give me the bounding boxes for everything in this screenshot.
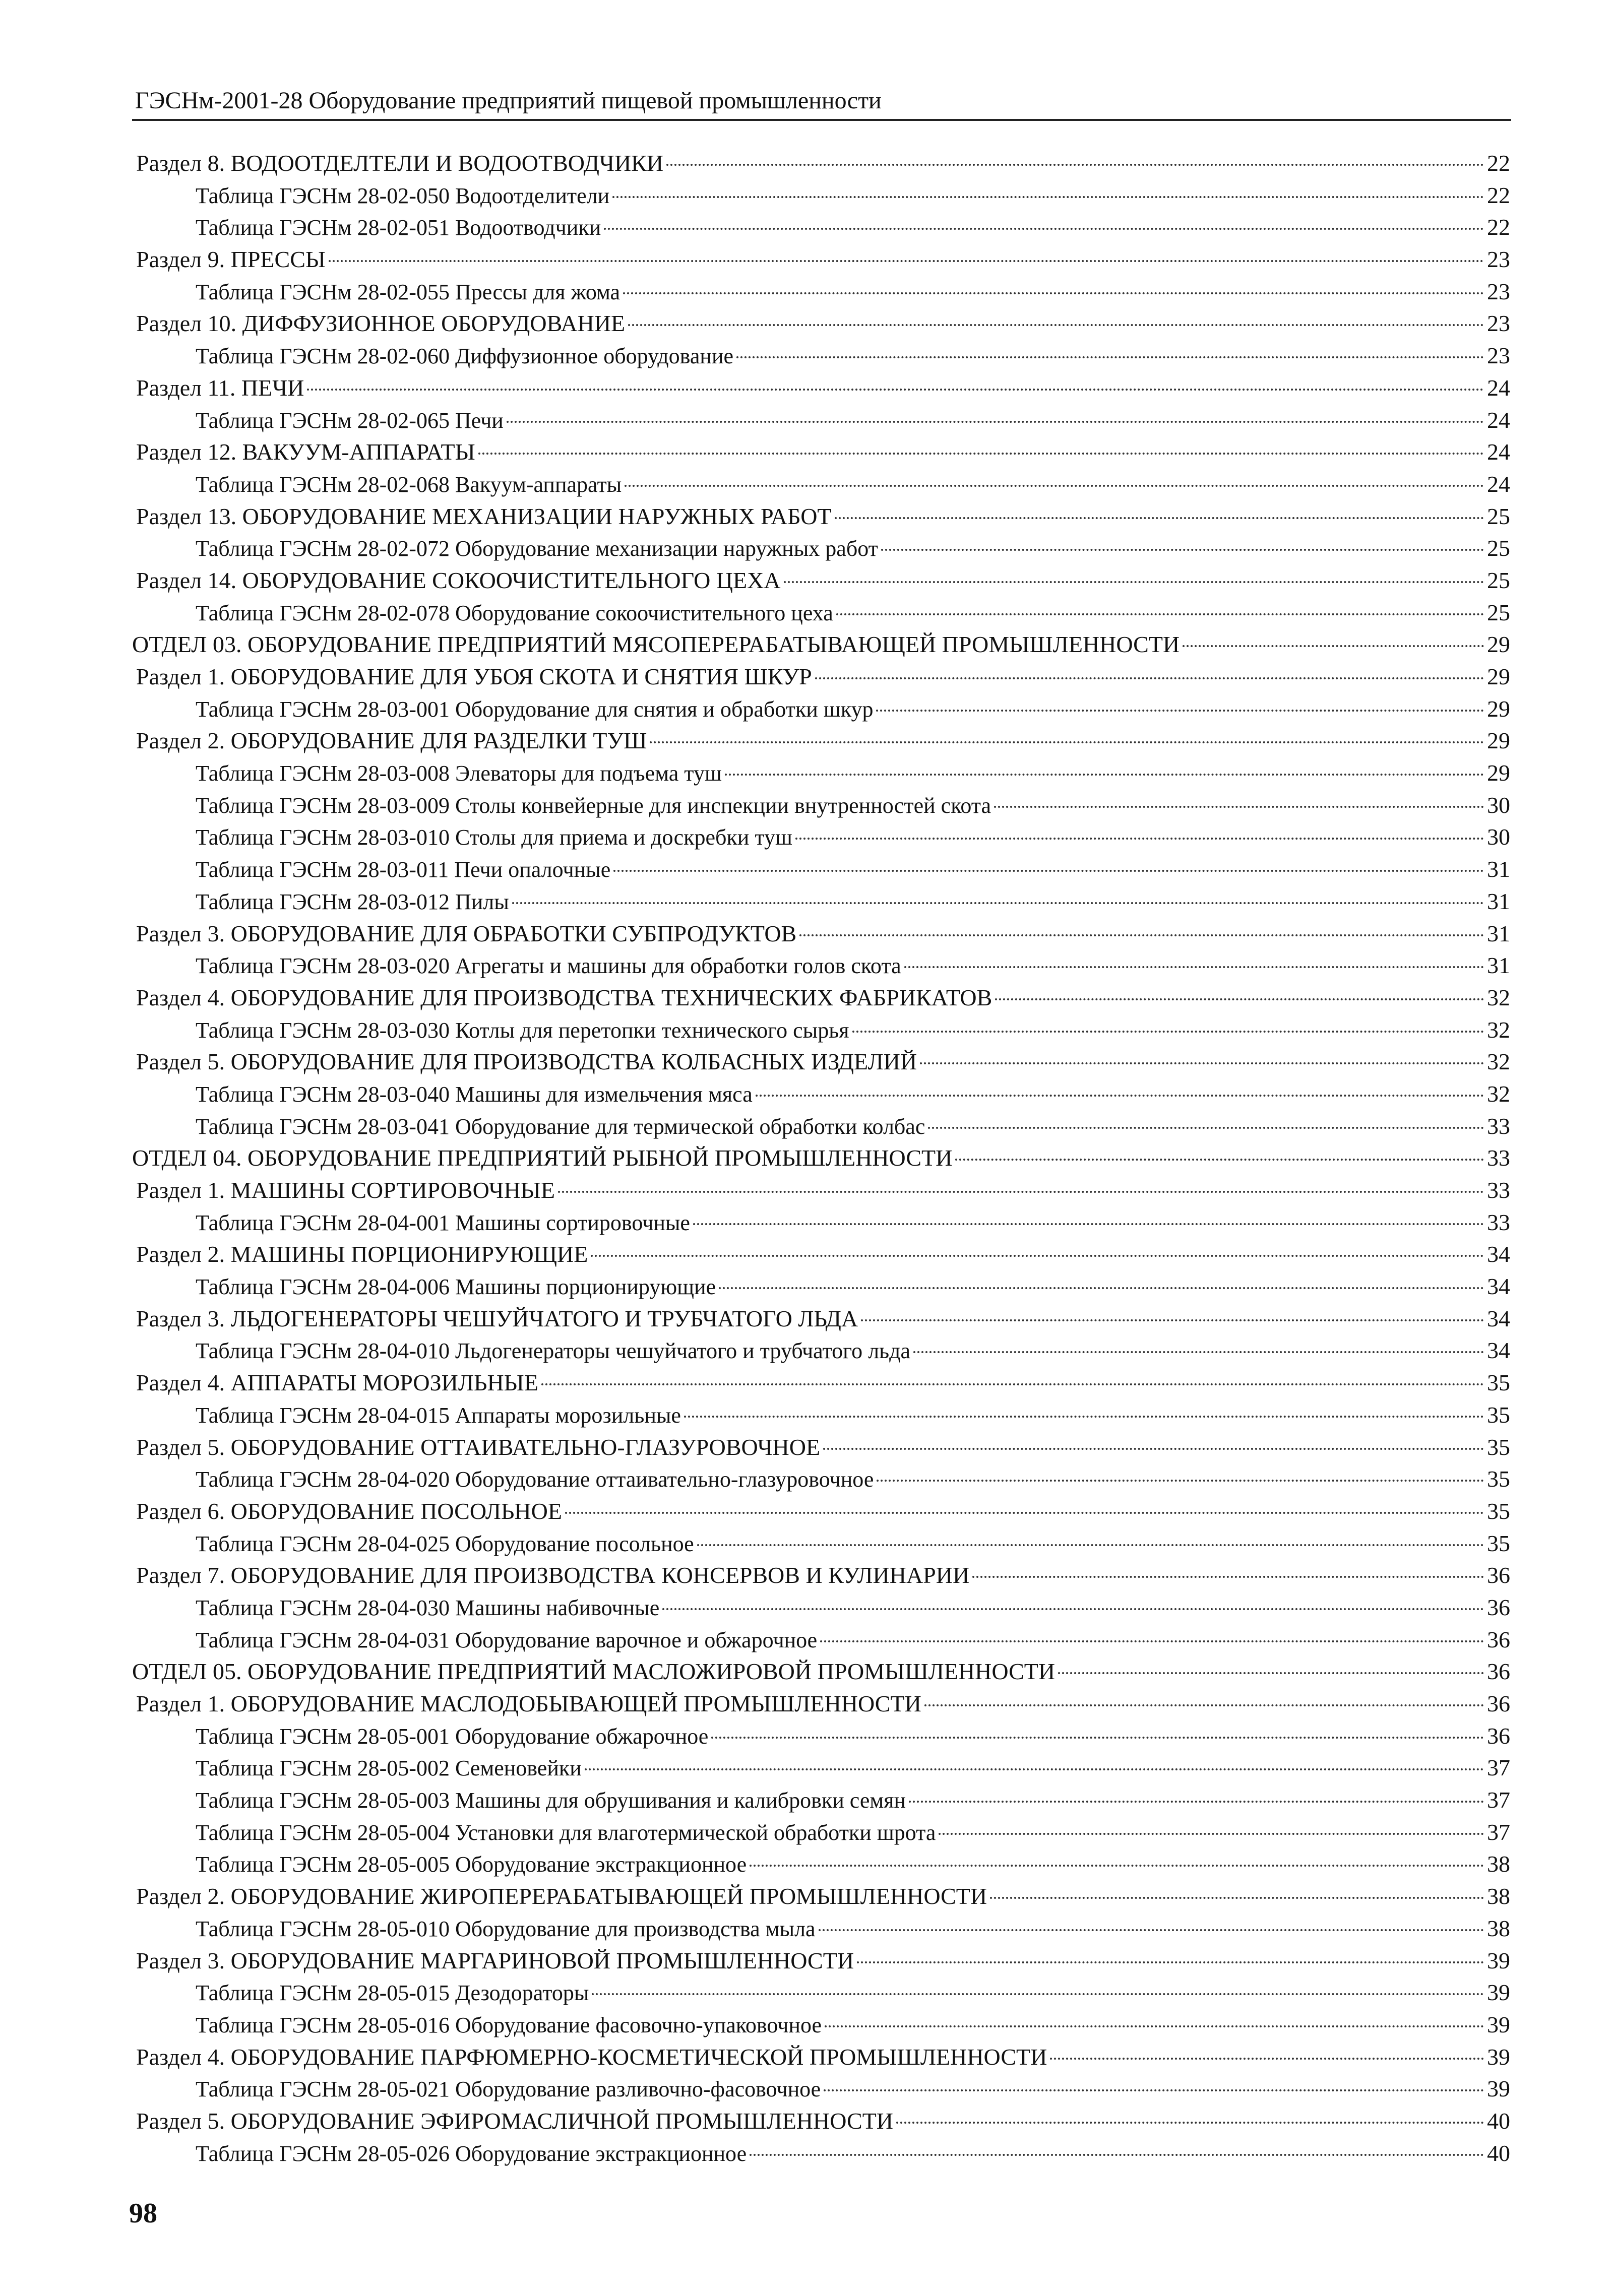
dot-leader: [815, 677, 1484, 679]
entry-page-number: 38: [1487, 1851, 1510, 1877]
entry-title: Раздел 1. ОБОРУДОВАНИЕ МАСЛОДОБЫВАЮЩЕЙ ПРОМЫШЛЕННОСТИ: [136, 1691, 921, 1716]
toc-table-entry: [132, 1848, 1510, 1880]
entry-page-number: 29: [1487, 664, 1510, 689]
entry-page-number: 29: [1487, 728, 1510, 754]
toc-table-entry: [132, 597, 1510, 629]
entry-page-number: 39: [1487, 1980, 1510, 2006]
entry-title: Таблица ГЭСНм 28-03-011 Печи опалочные: [196, 857, 611, 882]
toc-section-entry: [132, 147, 1510, 179]
dot-leader: [913, 1351, 1484, 1353]
entry-page-number: 38: [1487, 1915, 1510, 1941]
entry-page-number: 23: [1487, 343, 1510, 369]
entry-title: Таблица ГЭСНм 28-02-065 Печи: [196, 408, 504, 433]
entry-title: Таблица ГЭСНм 28-04-010 Льдогенераторы чешуйчатого и трубчатого льда: [196, 1338, 911, 1364]
dot-leader: [994, 806, 1484, 808]
entry-page-number: 33: [1487, 1209, 1510, 1235]
dot-leader: [877, 1480, 1484, 1482]
entry-title: Таблица ГЭСНм 28-03-012 Пилы: [196, 889, 509, 914]
entry-title: Раздел 2. МАШИНЫ ПОРЦИОНИРУЮЩИЕ: [136, 1241, 588, 1267]
dot-leader: [1183, 645, 1484, 647]
dot-leader: [955, 1159, 1484, 1161]
entry-page-number: 29: [1487, 631, 1510, 658]
toc-section-entry: [132, 1238, 1510, 1270]
dot-leader: [876, 710, 1484, 712]
entry-page-number: 36: [1487, 1659, 1510, 1685]
toc-table-entry: [132, 789, 1510, 821]
entry-title: Таблица ГЭСНм 28-03-041 Оборудование для термической обработки колбас: [196, 1114, 925, 1139]
header-rule: [132, 119, 1511, 121]
dot-leader: [684, 1416, 1484, 1418]
entry-page-number: 22: [1487, 150, 1510, 176]
dot-leader: [835, 517, 1484, 519]
toc-section-entry: [132, 243, 1510, 276]
entry-page-number: 36: [1487, 1562, 1510, 1588]
toc-section-entry: [132, 1945, 1510, 1977]
dot-leader: [507, 421, 1484, 423]
entry-page-number: 37: [1487, 1787, 1510, 1813]
entry-page-number: 30: [1487, 824, 1510, 850]
toc-table-entry: [132, 179, 1510, 212]
entry-title: Таблица ГЭСНм 28-02-051 Водоотводчики: [196, 215, 601, 240]
entry-page-number: 24: [1487, 407, 1510, 433]
entry-title: Раздел 5. ОБОРУДОВАНИЕ ДЛЯ ПРОИЗВОДСТВА КОЛБАСНЫХ ИЗДЕЛИЙ: [136, 1049, 917, 1075]
toc-section-entry: [132, 982, 1510, 1014]
dot-leader: [1050, 2058, 1484, 2060]
entry-title: Раздел 3. ОБОРУДОВАНИЕ ДЛЯ ОБРАБОТКИ СУБПРОДУКТОВ: [136, 920, 797, 946]
dot-leader: [628, 324, 1484, 326]
toc-table-entry: [132, 1334, 1510, 1367]
toc-table-entry: [132, 2073, 1510, 2105]
entry-page-number: 34: [1487, 1305, 1510, 1331]
entry-title: ОТДЕЛ 03. ОБОРУДОВАНИЕ ПРЕДПРИЯТИЙ МЯСОПЕРЕРАБАТЫВАЮЩЕЙ ПРОМЫШЛЕННОСТИ: [132, 631, 1180, 658]
dot-leader: [585, 1768, 1484, 1770]
dot-leader: [613, 870, 1484, 872]
toc-table-entry: [132, 276, 1510, 308]
entry-page-number: 25: [1487, 599, 1510, 625]
entry-page-number: 23: [1487, 246, 1510, 273]
toc-table-entry: [132, 1976, 1510, 2009]
entry-page-number: 36: [1487, 1723, 1510, 1749]
toc-table-entry: [132, 821, 1510, 853]
entry-page-number: 34: [1487, 1241, 1510, 1267]
entry-title: Таблица ГЭСНм 28-04-015 Аппараты морозильные: [196, 1402, 681, 1428]
entry-title: Таблица ГЭСНм 28-03-008 Элеваторы для подъема туш: [196, 761, 722, 786]
dot-leader: [307, 389, 1484, 391]
entry-page-number: 35: [1487, 1370, 1510, 1396]
entry-title: Таблица ГЭСНм 28-04-025 Оборудование посольное: [196, 1531, 694, 1556]
entry-page-number: 35: [1487, 1530, 1510, 1556]
dot-leader: [836, 613, 1484, 615]
entry-page-number: 25: [1487, 535, 1510, 561]
toc-table-entry: [132, 211, 1510, 243]
entry-title: Таблица ГЭСНм 28-05-016 Оборудование фасовочно-упаковочное: [196, 2012, 822, 2037]
entry-page-number: 39: [1487, 2076, 1510, 2102]
entry-title: Таблица ГЭСНм 28-05-015 Дезодораторы: [196, 1981, 589, 2006]
toc-section-entry: [132, 1303, 1510, 1335]
toc-table-entry: [132, 885, 1510, 918]
toc-table-entry: [132, 949, 1510, 982]
toc-section-entry: [132, 1559, 1510, 1591]
toc-table-entry: [132, 340, 1510, 372]
toc-section-entry: [132, 372, 1510, 404]
entry-title: Таблица ГЭСНм 28-02-055 Прессы для жома: [196, 279, 621, 304]
dot-leader: [904, 966, 1484, 968]
entry-page-number: 30: [1487, 792, 1510, 818]
entry-page-number: 29: [1487, 695, 1510, 722]
dot-leader: [478, 453, 1484, 455]
dot-leader: [711, 1737, 1484, 1739]
entry-title: Таблица ГЭСНм 28-02-078 Оборудование сокоочистительного цеха: [196, 600, 833, 625]
toc-section-entry: [132, 436, 1510, 468]
entry-title: Раздел 5. ОБОРУДОВАНИЕ ОТТАИВАТЕЛЬНО-ГЛАЗУРОВОЧНОЕ: [136, 1434, 821, 1460]
entry-title: Раздел 13. ОБОРУДОВАНИЕ МЕХАНИЗАЦИИ НАРУЖНЫХ РАБОТ: [136, 503, 832, 529]
dot-leader: [819, 1929, 1484, 1931]
entry-title: Раздел 11. ПЕЧИ: [136, 374, 304, 401]
entry-title: Раздел 8. ВОДООТДЕЛТЕЛИ И ВОДООТВОДЧИКИ: [136, 150, 664, 176]
toc-section-entry: [132, 564, 1510, 597]
dot-leader: [565, 1512, 1484, 1514]
toc-table-entry: [132, 1110, 1510, 1142]
toc-section-entry: [132, 1046, 1510, 1078]
entry-page-number: 40: [1487, 2140, 1510, 2166]
entry-title: Таблица ГЭСНм 28-05-001 Оборудование обжарочное: [196, 1724, 709, 1749]
entry-page-number: 39: [1487, 2011, 1510, 2037]
toc-section-entry: [132, 725, 1510, 757]
entry-page-number: 31: [1487, 856, 1510, 882]
dot-leader: [924, 1704, 1484, 1706]
toc-section-entry: [132, 1495, 1510, 1527]
dot-leader: [750, 1865, 1484, 1867]
entry-page-number: 40: [1487, 2108, 1510, 2134]
dot-leader: [650, 741, 1484, 743]
entry-title: Таблица ГЭСНм 28-05-002 Семеновейки: [196, 1756, 582, 1781]
dot-leader: [756, 1095, 1484, 1097]
toc-department-entry: [132, 628, 1510, 661]
entry-title: Таблица ГЭСНм 28-05-026 Оборудование экстракционное: [196, 2141, 747, 2166]
entry-title: Таблица ГЭСНм 28-03-030 Котлы для перетопки технического сырья: [196, 1017, 849, 1043]
dot-leader: [909, 1801, 1484, 1803]
entry-page-number: 33: [1487, 1177, 1510, 1203]
dot-leader: [591, 1255, 1484, 1257]
entry-page-number: 36: [1487, 1691, 1510, 1716]
entry-page-number: 35: [1487, 1401, 1510, 1428]
dot-leader: [823, 1448, 1484, 1450]
dot-leader: [1058, 1672, 1484, 1674]
entry-page-number: 32: [1487, 1016, 1510, 1043]
entry-page-number: 31: [1487, 888, 1510, 914]
toc-table-entry: [132, 1752, 1510, 1784]
entry-page-number: 36: [1487, 1626, 1510, 1652]
toc-table-entry: [132, 404, 1510, 436]
entry-page-number: 39: [1487, 1947, 1510, 1973]
toc-table-entry: [132, 757, 1510, 789]
toc-table-entry: [132, 1014, 1510, 1046]
dot-leader: [719, 1287, 1484, 1289]
entry-page-number: 32: [1487, 1080, 1510, 1107]
entry-title: Таблица ГЭСНм 28-02-060 Диффузионное оборудование: [196, 344, 734, 369]
dot-leader: [820, 1640, 1484, 1642]
toc-section-entry: [132, 918, 1510, 950]
entry-page-number: 23: [1487, 278, 1510, 304]
toc-table-entry: [132, 853, 1510, 885]
dot-leader: [896, 2122, 1484, 2124]
dot-leader: [750, 2154, 1484, 2156]
dot-leader: [852, 1031, 1484, 1033]
entry-title: Раздел 9. ПРЕССЫ: [136, 246, 326, 273]
entry-title: Таблица ГЭСНм 28-02-068 Вакуум-аппараты: [196, 472, 622, 497]
entry-page-number: 31: [1487, 952, 1510, 979]
entry-page-number: 29: [1487, 760, 1510, 786]
entry-title: Раздел 6. ОБОРУДОВАНИЕ ПОСОЛЬНОЕ: [136, 1498, 562, 1524]
toc-section-entry: [132, 307, 1510, 340]
entry-page-number: 24: [1487, 374, 1510, 401]
entry-title: Раздел 3. ЛЬДОГЕНЕРАТОРЫ ЧЕШУЙЧАТОГО И ТРУБЧАТОГО ЛЬДА: [136, 1305, 858, 1331]
dot-leader: [623, 292, 1484, 294]
entry-title: Раздел 10. ДИФФУЗИОННОЕ ОБОРУДОВАНИЕ: [136, 310, 626, 337]
dot-leader: [990, 1897, 1484, 1899]
dot-leader: [939, 1833, 1484, 1835]
entry-page-number: 23: [1487, 310, 1510, 337]
toc-table-entry: [132, 1912, 1510, 1945]
toc-table-entry: [132, 1720, 1510, 1752]
dot-leader: [920, 1062, 1484, 1064]
entry-title: Раздел 4. ОБОРУДОВАНИЕ ДЛЯ ПРОИЗВОДСТВА ТЕХНИЧЕСКИХ ФАБРИКАТОВ: [136, 984, 992, 1010]
toc-table-entry: [132, 1527, 1510, 1560]
entry-title: Таблица ГЭСНм 28-03-020 Агрегаты и машины для обработки голов скота: [196, 953, 901, 979]
entry-title: ОТДЕЛ 04. ОБОРУДОВАНИЕ ПРЕДПРИЯТИЙ РЫБНОЙ ПРОМЫШЛЕННОСТИ: [132, 1145, 953, 1171]
entry-title: Раздел 2. ОБОРУДОВАНИЕ ДЛЯ РАЗДЕЛКИ ТУШ: [136, 728, 647, 754]
toc-table-entry: [132, 1816, 1510, 1848]
dot-leader: [795, 838, 1484, 840]
entry-page-number: 22: [1487, 214, 1510, 240]
toc-table-entry: [132, 1784, 1510, 1816]
entry-title: Таблица ГЭСНм 28-03-001 Оборудование для снятия и обработки шкур: [196, 696, 874, 722]
entry-title: ОТДЕЛ 05. ОБОРУДОВАНИЕ ПРЕДПРИЯТИЙ МАСЛОЖИРОВОЙ ПРОМЫШЛЕННОСТИ: [132, 1659, 1056, 1685]
entry-title: Раздел 4. АППАРАТЫ МОРОЗИЛЬНЫЕ: [136, 1370, 538, 1396]
entry-title: Таблица ГЭСНм 28-05-010 Оборудование для производства мыла: [196, 1916, 816, 1941]
dot-leader: [928, 1127, 1484, 1129]
dot-leader: [857, 1961, 1484, 1963]
entry-page-number: 35: [1487, 1434, 1510, 1460]
dot-leader: [558, 1191, 1484, 1193]
entry-title: Таблица ГЭСНм 28-05-021 Оборудование разливочно-фасовочное: [196, 2077, 821, 2102]
toc-table-entry: [132, 1270, 1510, 1303]
dot-leader: [824, 2089, 1484, 2091]
entry-page-number: 39: [1487, 2044, 1510, 2070]
dot-leader: [725, 774, 1484, 776]
entry-title: Раздел 3. ОБОРУДОВАНИЕ МАРГАРИНОВОЙ ПРОМЫШЛЕННОСТИ: [136, 1947, 854, 1973]
dot-leader: [995, 998, 1484, 1000]
dot-leader: [592, 1993, 1484, 1995]
toc-section-entry: [132, 1367, 1510, 1399]
toc-section-entry: [132, 1174, 1510, 1206]
toc-table-entry: [132, 693, 1510, 725]
entry-title: Раздел 1. МАШИНЫ СОРТИРОВОЧНЫЕ: [136, 1177, 555, 1203]
entry-title: Таблица ГЭСНм 28-04-031 Оборудование варочное и обжарочное: [196, 1627, 818, 1652]
entry-page-number: 33: [1487, 1145, 1510, 1171]
entry-page-number: 22: [1487, 182, 1510, 208]
dot-leader: [612, 196, 1484, 198]
toc-table-entry: [132, 1078, 1510, 1110]
entry-title: Раздел 7. ОБОРУДОВАНИЕ ДЛЯ ПРОИЗВОДСТВА КОНСЕРВОВ И КУЛИНАРИИ: [136, 1562, 970, 1588]
entry-title: Таблица ГЭСНм 28-05-003 Машины для обрушивания и калибровки семян: [196, 1788, 906, 1813]
entry-page-number: 33: [1487, 1113, 1510, 1139]
entry-title: Раздел 12. ВАКУУМ-АППАРАТЫ: [136, 439, 475, 465]
dot-leader: [329, 260, 1484, 262]
entry-page-number: 34: [1487, 1337, 1510, 1364]
entry-title: Таблица ГЭСНм 28-04-006 Машины порционирующие: [196, 1274, 716, 1300]
toc-section-entry: [132, 2041, 1510, 2073]
toc-section-entry: [132, 1880, 1510, 1912]
toc-table-entry: [132, 532, 1510, 564]
entry-page-number: 36: [1487, 1594, 1510, 1620]
toc-table-entry: [132, 2009, 1510, 2041]
entry-title: Таблица ГЭСНм 28-03-009 Столы конвейерные для инспекции внутренностей скота: [196, 793, 991, 818]
toc-department-entry: [132, 1142, 1510, 1174]
dot-leader: [825, 2025, 1484, 2027]
entry-page-number: 34: [1487, 1273, 1510, 1300]
entry-title: Раздел 5. ОБОРУДОВАНИЕ ЭФИРОМАСЛИЧНОЙ ПРОМЫШЛЕННОСТИ: [136, 2108, 894, 2134]
dot-leader: [625, 485, 1484, 487]
entry-title: Раздел 2. ОБОРУДОВАНИЕ ЖИРОПЕРЕРАБАТЫВАЮЩЕЙ ПРОМЫШЛЕННОСТИ: [136, 1883, 987, 1909]
entry-page-number: 25: [1487, 503, 1510, 529]
entry-title: Раздел 1. ОБОРУДОВАНИЕ ДЛЯ УБОЯ СКОТА И СНЯТИЯ ШКУР: [136, 664, 812, 689]
dot-leader: [604, 228, 1484, 230]
dot-leader: [736, 356, 1484, 358]
toc-section-entry: [132, 500, 1510, 533]
entry-page-number: 37: [1487, 1819, 1510, 1845]
entry-page-number: 24: [1487, 439, 1510, 465]
toc-table-entry: [132, 1624, 1510, 1656]
entry-title: Таблица ГЭСНм 28-04-001 Машины сортировочные: [196, 1210, 690, 1235]
dot-leader: [541, 1383, 1484, 1385]
toc-section-entry: [132, 2105, 1510, 2137]
entry-title: Таблица ГЭСНм 28-03-010 Столы для приема и доскребки туш: [196, 825, 792, 850]
dot-leader: [666, 164, 1484, 166]
toc-table-entry: [132, 1399, 1510, 1431]
toc-table-entry: [132, 1591, 1510, 1624]
entry-page-number: 35: [1487, 1498, 1510, 1524]
dot-leader: [697, 1544, 1484, 1546]
entry-page-number: 32: [1487, 1049, 1510, 1075]
entry-page-number: 35: [1487, 1466, 1510, 1492]
toc-department-entry: [132, 1655, 1510, 1688]
dot-leader: [799, 934, 1484, 936]
entry-page-number: 31: [1487, 920, 1510, 946]
entry-page-number: 37: [1487, 1755, 1510, 1781]
entry-title: Таблица ГЭСНм 28-04-020 Оборудование оттаивательно-глазуровочное: [196, 1467, 874, 1492]
toc-table-entry: [132, 468, 1510, 500]
entry-title: Таблица ГЭСНм 28-05-005 Оборудование экстракционное: [196, 1852, 747, 1877]
entry-title: Раздел 4. ОБОРУДОВАНИЕ ПАРФЮМЕРНО-КОСМЕТИЧЕСКОЙ ПРОМЫШЛЕННОСТИ: [136, 2044, 1047, 2070]
entry-page-number: 24: [1487, 471, 1510, 497]
running-header: ГЭСНм-2001-28 Оборудование предприятий пищевой промышленности: [135, 87, 882, 114]
dot-leader: [662, 1608, 1484, 1610]
entry-page-number: 38: [1487, 1883, 1510, 1909]
table-of-contents: [132, 147, 1510, 2169]
toc-section-entry: [132, 1688, 1510, 1720]
entry-title: Таблица ГЭСНм 28-02-072 Оборудование механизации наружных работ: [196, 536, 878, 561]
entry-page-number: 25: [1487, 567, 1510, 593]
dot-leader: [881, 549, 1484, 551]
entry-title: Таблица ГЭСНм 28-05-004 Установки для влаготермической обработки шрота: [196, 1820, 936, 1845]
entry-title: Раздел 14. ОБОРУДОВАНИЕ СОКООЧИСТИТЕЛЬНОГО ЦЕХА: [136, 567, 781, 593]
entry-title: Таблица ГЭСНм 28-04-030 Машины набивочные: [196, 1595, 660, 1620]
dot-leader: [512, 902, 1484, 904]
page-number: 98: [129, 2198, 157, 2229]
toc-table-entry: [132, 2137, 1510, 2170]
dot-leader: [861, 1319, 1484, 1321]
dot-leader: [693, 1223, 1484, 1225]
toc-section-entry: [132, 1431, 1510, 1463]
dot-leader: [784, 581, 1484, 583]
entry-title: Таблица ГЭСНм 28-02-050 Водоотделители: [196, 183, 610, 208]
toc-table-entry: [132, 1463, 1510, 1495]
entry-page-number: 32: [1487, 984, 1510, 1010]
toc-table-entry: [132, 1206, 1510, 1239]
dot-leader: [972, 1576, 1484, 1578]
entry-title: Таблица ГЭСНм 28-03-040 Машины для измельчения мяса: [196, 1081, 753, 1107]
toc-section-entry: [132, 661, 1510, 693]
